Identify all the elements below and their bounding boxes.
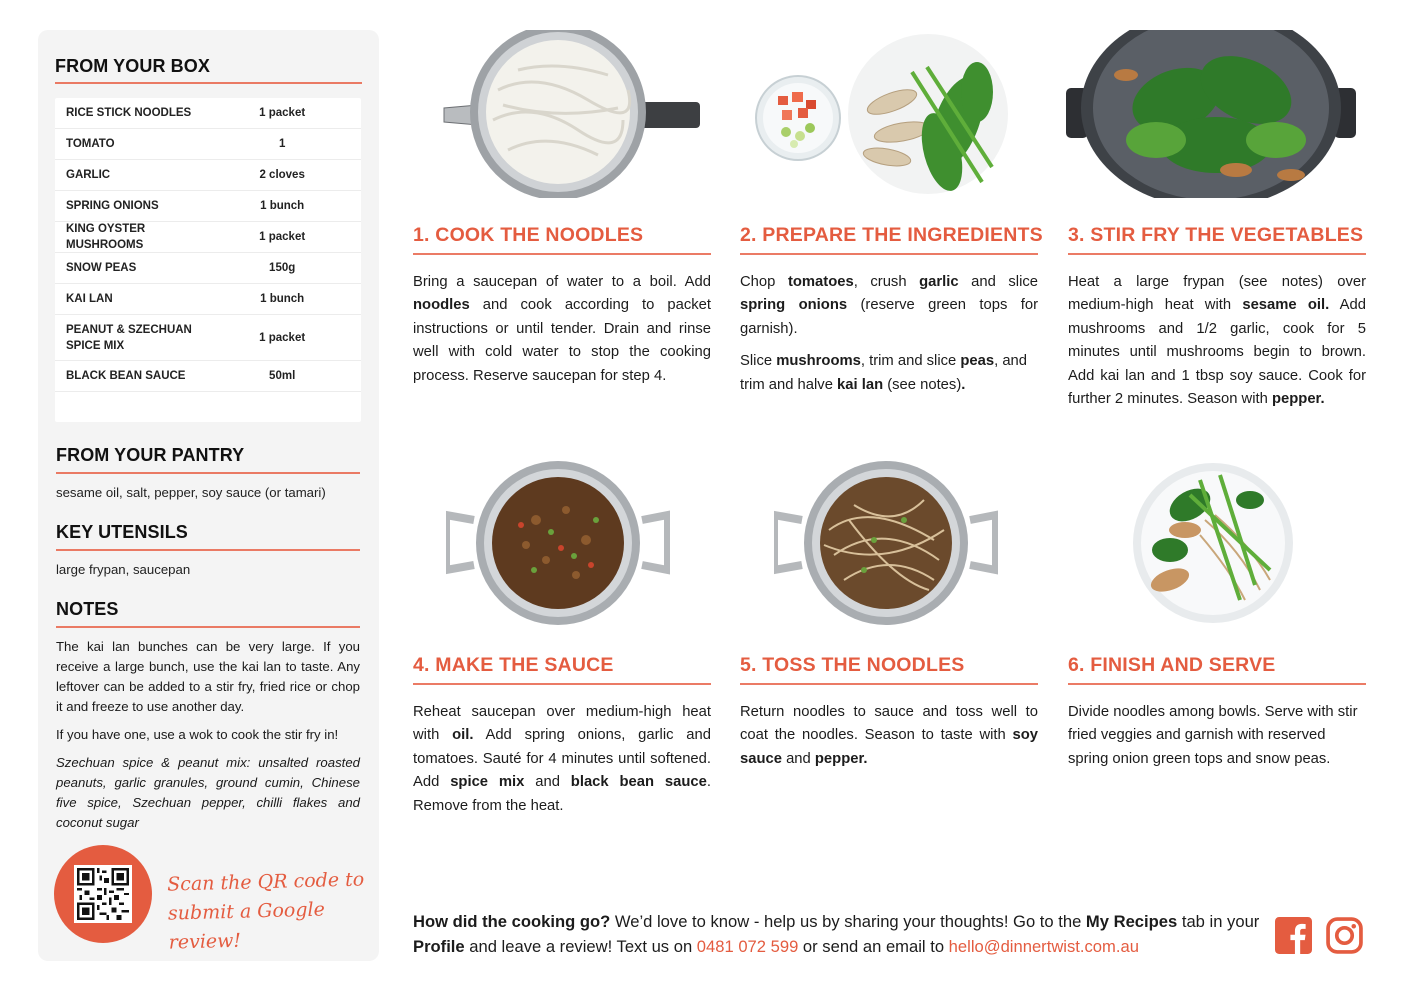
text-run: and	[524, 774, 571, 791]
ingredients-table	[55, 98, 361, 422]
ingredients-plate-image	[752, 32, 1014, 198]
text-run: We’d love to know - help us by sharing your thoughts! Go to the	[610, 912, 1086, 931]
ingredient-qty: 1	[278, 138, 286, 150]
ingredient-name: TOMATO	[66, 138, 115, 150]
ingredient-qty: 1 bunch	[260, 293, 305, 305]
step-title: 3. STIR FRY THE VEGETABLES	[1068, 224, 1364, 246]
divider	[55, 82, 362, 84]
noodles-pot-image	[438, 30, 704, 198]
ingredient-qty: 1 packet	[259, 107, 306, 119]
noodles-sauce-pot-image	[774, 460, 998, 628]
text-run: or send an email to	[798, 937, 949, 956]
ingredient-name: KAI LAN	[66, 293, 113, 305]
step-5	[740, 654, 1038, 771]
ingredient-name: SPRING ONIONS	[66, 200, 159, 212]
text-run: tab in your	[1177, 912, 1260, 931]
qr-badge	[54, 845, 152, 943]
text-run-bold: How did the cooking go?	[413, 912, 611, 931]
ingredient-qty: 1 packet	[259, 331, 306, 344]
qr-code-icon[interactable]	[74, 865, 132, 923]
divider	[413, 683, 711, 685]
phone-link[interactable]: 0481 072 599	[696, 937, 799, 956]
ingredient-row	[55, 222, 361, 253]
qr-caption-line: submit a Google review!	[167, 898, 326, 954]
step-title: 4. MAKE THE SAUCE	[413, 654, 614, 676]
text-run-bold: peas	[960, 353, 995, 370]
instagram-icon[interactable]	[1326, 917, 1363, 954]
text-run: and leave a review! Text us on	[464, 937, 697, 956]
utensils-text: large frypan, saucepan	[56, 562, 191, 577]
text-run: Chop	[740, 274, 788, 290]
step-paragraph	[740, 350, 1038, 397]
ingredient-qty: 1 packet	[259, 231, 306, 243]
text-run-bold: Profile	[413, 937, 465, 956]
ingredient-row	[55, 253, 361, 284]
ingredient-qty: 1 bunch	[260, 200, 305, 212]
divider	[740, 253, 1038, 255]
ingredient-name: RICE STICK NOODLES	[66, 107, 192, 119]
text-run-bold: noodles	[413, 297, 470, 314]
text-run: Add spring onions, garlic and tomatoes. Sauté for 4 minutes until softened. Add	[413, 727, 711, 791]
text-run: Slice	[740, 353, 777, 370]
step-paragraph	[740, 271, 1038, 341]
divider	[1068, 683, 1366, 685]
divider	[413, 253, 711, 255]
step-text	[740, 271, 1038, 397]
facebook-icon[interactable]	[1275, 917, 1312, 954]
ingredient-row	[55, 160, 361, 191]
text-run-bold: My Recipes	[1085, 912, 1178, 931]
notes-title: NOTES	[56, 599, 119, 619]
ingredient-name: BLACK BEAN SAUCE	[66, 370, 186, 382]
text-run-bold: kai lan	[837, 376, 884, 393]
step-2	[740, 224, 1043, 397]
ingredient-row	[55, 315, 361, 361]
text-run: Bring a saucepan of water to a boil. Add	[413, 274, 711, 290]
ingredient-row	[55, 191, 361, 222]
ingredient-name: PEANUT & SZECHUAN SPICE MIX	[66, 323, 192, 352]
ingredient-row	[55, 98, 361, 129]
pantry-title: FROM YOUR PANTRY	[56, 445, 245, 465]
text-run: (see notes)	[883, 376, 962, 393]
ingredient-qty: 150g	[269, 262, 296, 274]
text-run: Add mushrooms and 1/2 garlic, cook for 5 minutes until mushrooms begin to brown. Add kai lan and 1 tbsp soy sauce. Cook for further 2 minutes. Season with	[1068, 297, 1366, 408]
text-run: Return noodles to sauce and toss well to coat the noodles. Season to taste with	[740, 704, 1038, 744]
step-1	[413, 224, 711, 388]
step-3	[1068, 224, 1366, 411]
text-run: Reheat saucepan over medium-high heat with	[413, 704, 711, 744]
ingredient-name: SNOW PEAS	[66, 262, 137, 274]
from-your-box-title: FROM YOUR BOX	[55, 56, 210, 76]
step-text	[413, 701, 711, 818]
text-run-bold: pepper.	[1271, 391, 1325, 408]
qr-caption	[167, 865, 369, 957]
email-link[interactable]: hello@dinnertwist.com.au	[948, 937, 1139, 956]
qr-caption-line: Scan the QR code to	[166, 868, 365, 896]
text-run: , crush	[853, 274, 920, 290]
step-text	[1068, 271, 1366, 411]
text-run-bold: spice mix	[450, 774, 525, 791]
step-4	[413, 654, 711, 818]
text-run-bold: .	[961, 376, 966, 393]
text-run-bold: sesame oil.	[1242, 297, 1330, 314]
step-title: 1. COOK THE NOODLES	[413, 224, 644, 246]
sauce-pot-image	[446, 460, 670, 628]
utensils-title: KEY UTENSILS	[56, 522, 188, 542]
sidebar-panel	[38, 30, 379, 961]
divider	[1068, 253, 1366, 255]
served-bowl-image	[1130, 460, 1296, 624]
ingredient-row	[55, 284, 361, 315]
step-text: Divide noodles among bowls. Serve with stir fried veggies and garnish with reserved spring onion green tops and snow peas.	[1068, 704, 1358, 767]
utensils-section	[56, 522, 360, 580]
text-run: (reserve green tops for garnish).	[740, 297, 1039, 337]
text-run: and cook according to packet instructions or until tender. Drain and rinse well with cold water to stop the cooking process. Reserve saucepan for step 4.	[413, 297, 711, 384]
step-title: 6. FINISH AND SERVE	[1068, 654, 1276, 676]
divider	[56, 472, 360, 474]
ingredient-qty: 50ml	[269, 370, 296, 382]
ingredient-row	[55, 129, 361, 160]
text-run: and	[781, 750, 815, 767]
divider	[56, 549, 360, 551]
review-footer	[413, 909, 1263, 959]
text-run-bold: pepper.	[814, 750, 868, 767]
pantry-text: sesame oil, salt, pepper, soy sauce (or tamari)	[56, 485, 326, 500]
step-title: 2. PREPARE THE INGREDIENTS	[740, 224, 1043, 246]
divider	[56, 626, 360, 628]
text-run-bold: oil.	[452, 727, 474, 744]
notes-section	[56, 599, 360, 841]
text-run-bold: black bean sauce	[570, 774, 707, 791]
note-paragraph: Szechuan spice & peanut mix: unsalted roasted peanuts, garlic granules, ground cumin, Chinese five spice, Szechuan pepper, chilli flakes and coconut sugar	[56, 755, 360, 830]
ingredient-name: KING OYSTER MUSHROOMS	[66, 223, 146, 251]
text-run: and slice	[958, 274, 1038, 290]
text-run-bold: spring onions	[740, 297, 848, 314]
note-paragraph: The kai lan bunches can be very large. If you receive a large bunch, use the kai lan to taste. Any leftover can be added to a stir fry, fried rice or chop it and freeze to use another day.	[56, 639, 360, 714]
text-run: , trim and slice	[860, 353, 961, 370]
step-text	[413, 271, 711, 388]
text-run-bold: tomatoes	[787, 274, 854, 290]
note-paragraph: If you have one, use a wok to cook the stir fry in!	[56, 727, 339, 742]
step-6	[1068, 654, 1366, 771]
ingredient-qty: 2 cloves	[259, 169, 305, 181]
step-text	[740, 701, 1038, 771]
text-run: , and trim and halve	[740, 353, 1028, 393]
step-title: 5. TOSS THE NOODLES	[740, 654, 965, 676]
divider	[740, 683, 1038, 685]
text-run-bold: mushrooms	[776, 353, 861, 370]
text-run: Heat a large frypan (see notes) over medium-high heat with	[1068, 274, 1366, 314]
ingredient-row	[55, 361, 361, 392]
text-run-bold: soy sauce	[740, 727, 1038, 767]
frypan-vegetables-image	[1066, 30, 1356, 198]
pantry-section	[56, 445, 360, 503]
text-run-bold: garlic	[919, 274, 959, 290]
ingredient-name: GARLIC	[66, 169, 111, 181]
text-run: . Remove from the heat.	[413, 774, 711, 814]
